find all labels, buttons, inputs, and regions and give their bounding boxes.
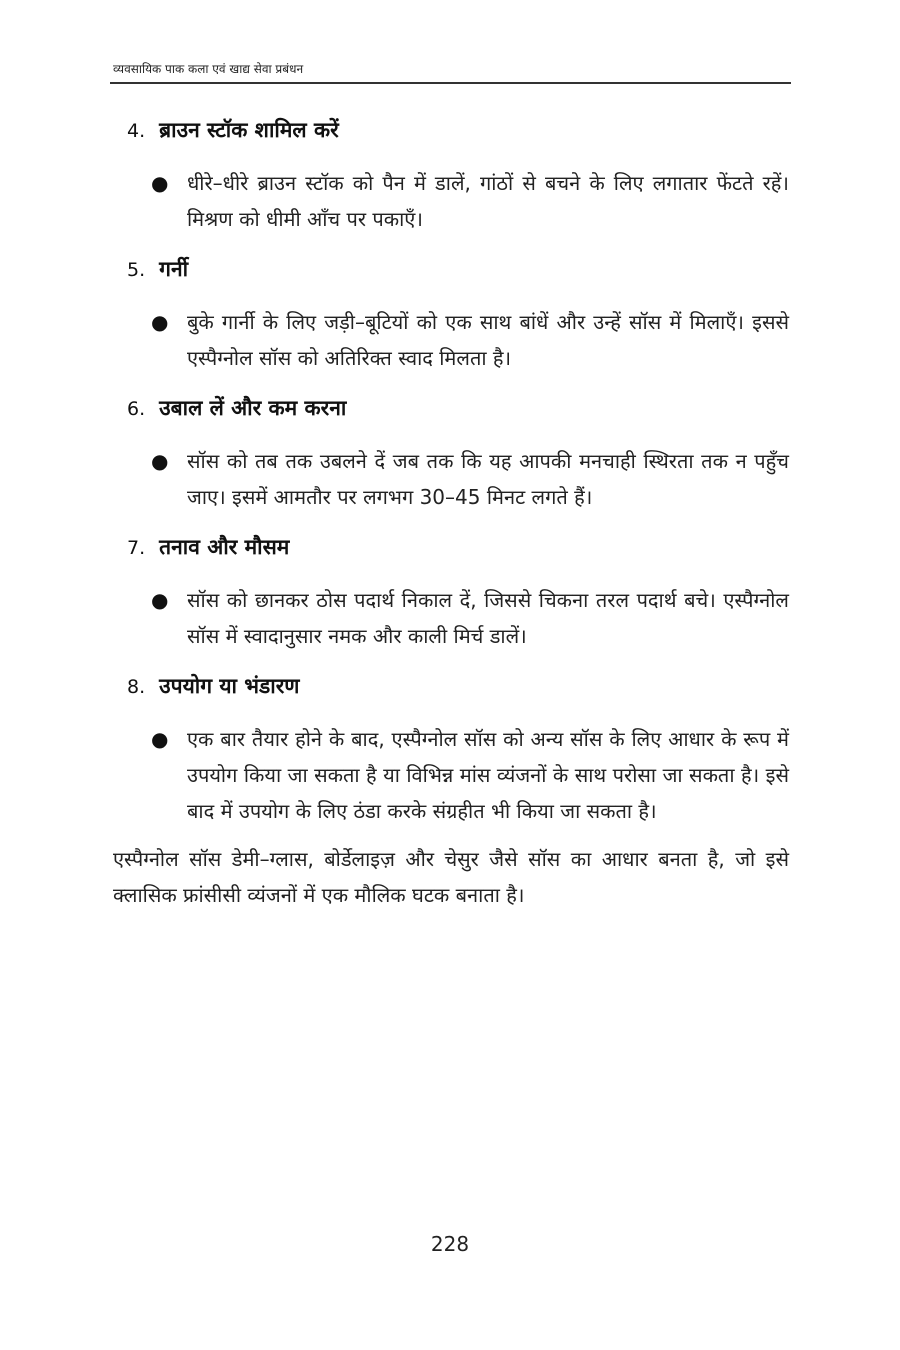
bullet-text: एक बार तैयार होने के बाद, एस्पैग्नोल सॉस को अन्य सॉस के लिए आधार के रूप में उपयोग किया जा सकता है या विभिन्न मांस व्यंजनों के साथ परोसा जा सकता है। इसे बाद में उपयोग के लिए ठंडा करके संग्रहीत भी किया जा सकता है। xyxy=(187,727,789,823)
section-title: गर्नी xyxy=(159,257,189,281)
bullet-item xyxy=(151,165,789,237)
bullet-text: सॉस को तब तक उबलने दें जब तक कि यह आपकी मनचाही स्थिरता तक न पहुँच जाए। इसमें आमतौर पर लगभग 30–45 मिनट लगते हैं। xyxy=(187,449,789,509)
bullet-text: धीरे–धीरे ब्राउन स्टॉक को पैन में डालें, गांठों से बचने के लिए लगातार फेंटते रहें। मिश्रण को धीमी आँच पर पकाएँ। xyxy=(187,171,789,231)
section-title: उबाल लें और कम करना xyxy=(159,396,347,420)
section-heading xyxy=(127,527,789,568)
section-number: 7. xyxy=(127,537,146,559)
bullet-item xyxy=(151,721,789,829)
section-number: 4. xyxy=(127,120,146,142)
section-heading xyxy=(127,249,789,290)
header-divider xyxy=(110,82,791,84)
section-brown-stock xyxy=(113,110,789,237)
bullet-text: बुके गार्नी के लिए जड़ी–बूटियों को एक साथ बांधें और उन्हें सॉस में मिलाएँ। इससे एस्पैग्नोल सॉस को अतिरिक्त स्वाद मिलता है। xyxy=(187,310,789,370)
section-heading xyxy=(127,110,789,151)
bullet-icon: ● xyxy=(151,449,169,473)
bullet-text: सॉस को छानकर ठोस पदार्थ निकाल दें, जिससे चिकना तरल पदार्थ बचे। एस्पैग्नोल सॉस में स्वादानुसार नमक और काली मिर्च डालें। xyxy=(187,588,789,648)
bullet-item xyxy=(151,443,789,515)
running-header: व्यवसायिक पाक कला एवं खाद्य सेवा प्रबंधन xyxy=(113,62,304,76)
bullet-icon: ● xyxy=(151,727,169,751)
section-number: 8. xyxy=(127,676,146,698)
section-heading xyxy=(127,388,789,429)
section-strain-season xyxy=(113,527,789,654)
page-content xyxy=(113,110,789,933)
section-title: ब्राउन स्टॉक शामिल करें xyxy=(159,118,339,142)
bullet-item xyxy=(151,304,789,376)
bullet-item xyxy=(151,582,789,654)
bullet-icon: ● xyxy=(151,171,169,195)
section-boil-reduce xyxy=(113,388,789,515)
section-heading xyxy=(127,666,789,707)
section-number: 5. xyxy=(127,259,146,281)
closing-paragraph: एस्पैग्नोल सॉस डेमी–ग्लास, बोर्डेलाइज़ और चेसुर जैसे सॉस का आधार बनता है, जो इसे क्लासिक फ्रांसीसी व्यंजनों में एक मौलिक घटक बनाता है। xyxy=(113,847,789,907)
page-number: 228 xyxy=(430,1232,470,1256)
section-number: 6. xyxy=(127,398,146,420)
bullet-icon: ● xyxy=(151,588,169,612)
section-title: उपयोग या भंडारण xyxy=(159,674,300,698)
bullet-icon: ● xyxy=(151,310,169,334)
section-use-storage xyxy=(113,666,789,829)
section-garni xyxy=(113,249,789,376)
section-title: तनाव और मौसम xyxy=(159,535,290,559)
